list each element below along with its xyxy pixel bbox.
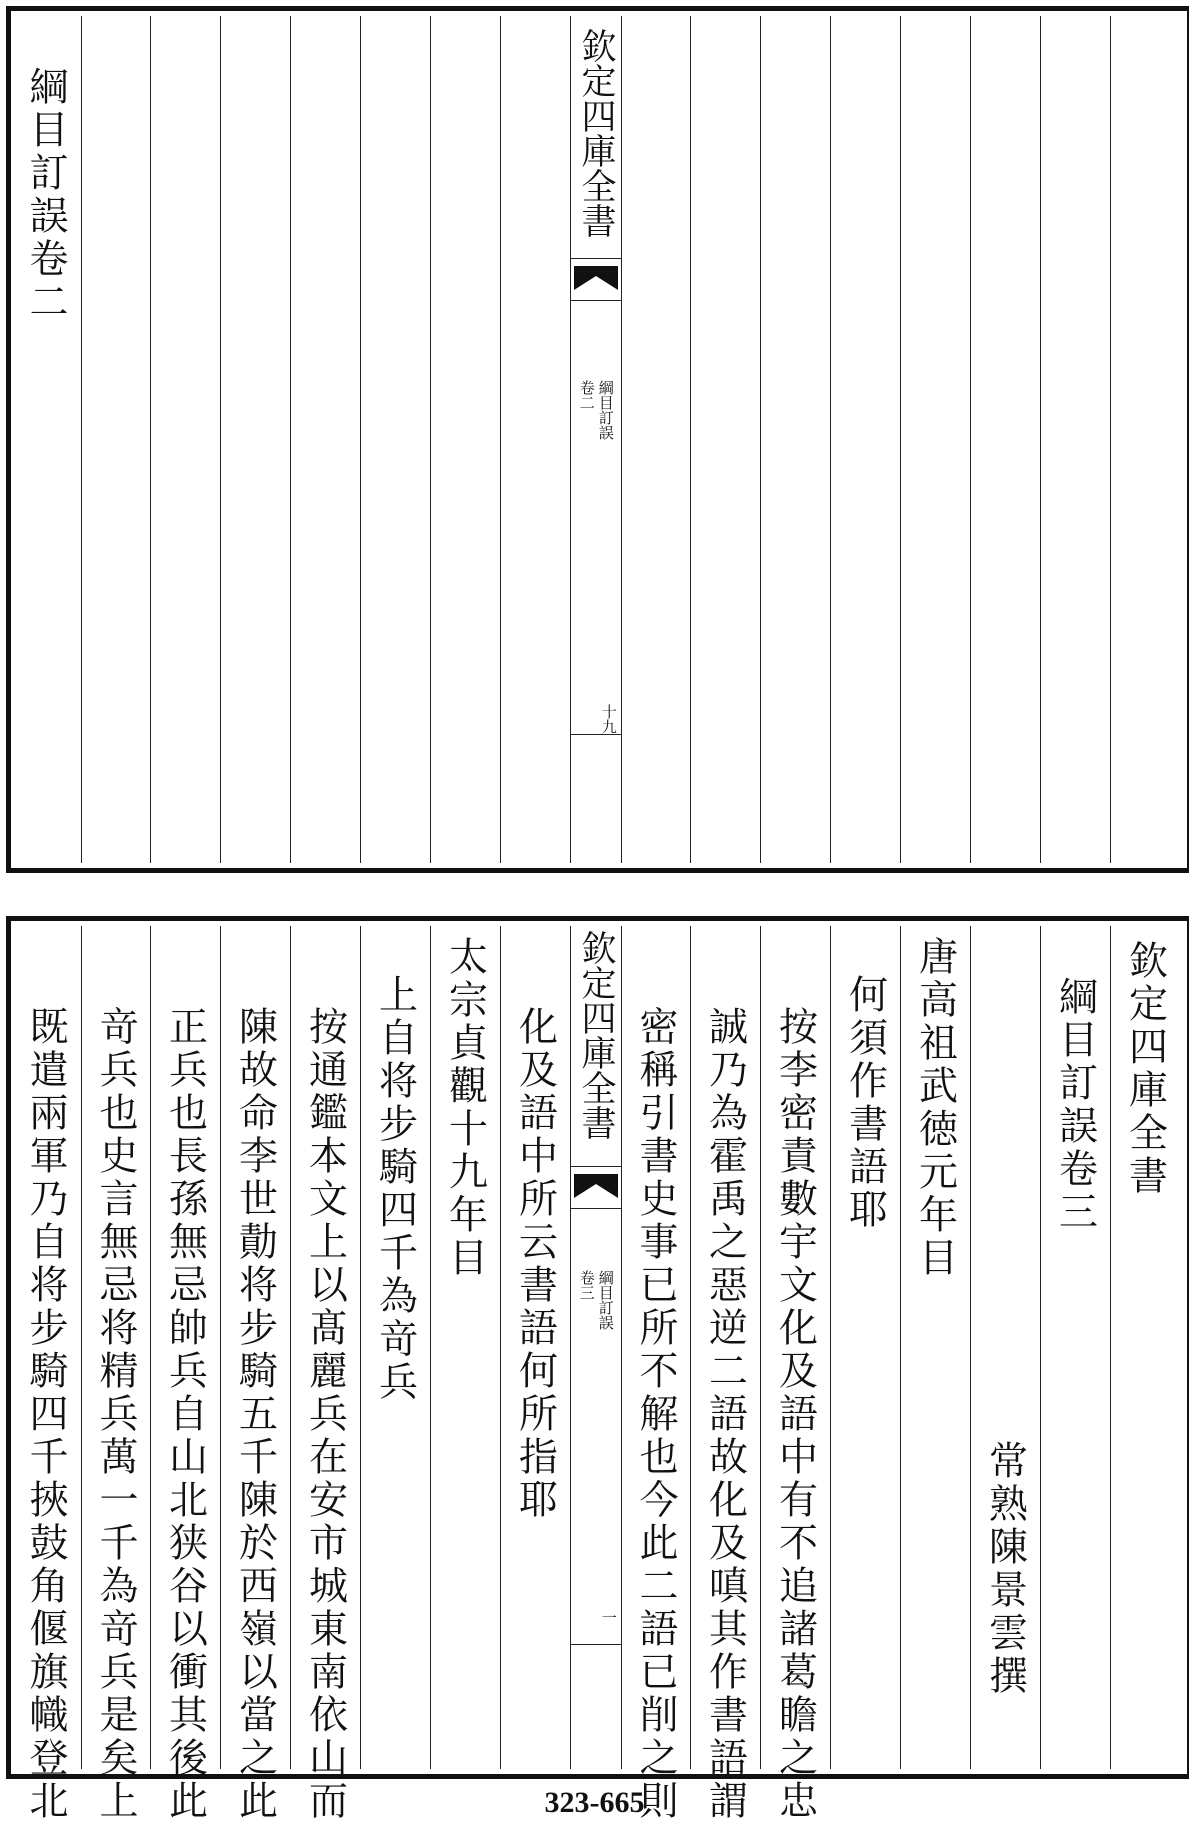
banner-divider: [570, 1208, 621, 1209]
banner-divider: [570, 1644, 621, 1645]
commentary-line: 按通鑑本文上以髙麗兵在安市城東南依山而: [302, 1006, 348, 1823]
text-column: [690, 920, 760, 1823]
commentary-line: 既遣兩軍乃自将步騎四千挾鼓角偃旗幟登北: [23, 1006, 68, 1823]
text-column: [1040, 920, 1110, 1775]
banner-divider: [570, 300, 621, 301]
column-rule: [500, 16, 501, 863]
fish-tail-ornament: [574, 266, 618, 292]
text-column: [830, 920, 900, 1775]
quoted-text: 上自将步騎四千為竒兵: [372, 974, 418, 1404]
column-rule: [830, 16, 831, 863]
commentary-line: 按李密責數宇文化及語中有不追諸葛瞻之忠: [772, 1006, 818, 1823]
column-rule: [970, 16, 971, 863]
column-rule: [360, 16, 361, 863]
text-column: [900, 920, 970, 1775]
column-rule: [1040, 16, 1041, 863]
column-rule: [621, 16, 622, 863]
banner-divider: [570, 1166, 621, 1167]
column-rule: [150, 16, 151, 863]
author-line: 常熟陳景雲撰: [982, 1440, 1028, 1698]
commentary-line: 密稱引書史事已所不解也今此二語已削之則: [633, 1006, 678, 1823]
margin-book-title: 綱目訂誤: [596, 380, 615, 440]
margin-volume: 卷二: [577, 380, 596, 410]
commentary-line: 化及語中所云書語何所指耶: [512, 1006, 558, 1522]
volume-title: 綱目訂誤卷三: [1052, 976, 1098, 1234]
center-banner: [570, 10, 621, 869]
column-rule: [690, 16, 691, 863]
quoted-text: 何須作書語耶: [842, 974, 888, 1232]
column-rule: [1110, 16, 1111, 863]
commentary-line: 竒兵也史言無忌将精兵萬一千為竒兵是矣上: [93, 1006, 138, 1823]
column-rule: [81, 16, 82, 863]
page-number: 323-665: [544, 1786, 645, 1819]
commentary-line: 陳故命李世勣将步騎五千陳於西嶺以當之此: [232, 1006, 278, 1823]
text-column: [150, 920, 220, 1823]
collection-title: 欽定四庫全書: [1122, 940, 1168, 1198]
text-column: [360, 920, 430, 1775]
commentary-line: 正兵也長孫無忌帥兵自山北狭谷以衝其後此: [162, 1006, 208, 1823]
margin-book-title: 綱目訂誤: [596, 1270, 615, 1330]
center-banner: [570, 920, 621, 1775]
margin-leaf-number: 十九: [599, 704, 618, 734]
text-column: [760, 920, 830, 1823]
text-column: [10, 10, 81, 869]
banner-title: 欽定四庫全書: [576, 930, 616, 1140]
column-rule: [290, 16, 291, 863]
banner-divider: [570, 734, 621, 735]
section-heading: 唐高祖武徳元年目: [912, 936, 958, 1280]
fish-tail-ornament: [574, 1174, 618, 1200]
banner-title: 欽定四庫全書: [576, 28, 616, 238]
text-column: [1110, 920, 1180, 1775]
top-page: [6, 6, 1189, 873]
text-column: [81, 920, 150, 1823]
margin-leaf-number: 一: [599, 1610, 618, 1625]
text-column: [430, 920, 500, 1775]
margin-volume: 卷三: [577, 1270, 596, 1300]
column-rule: [760, 16, 761, 863]
text-column: [500, 920, 570, 1775]
commentary-line: 誠乃為霍禹之惡逆二語故化及嗔其作書語謂: [702, 1006, 748, 1823]
banner-divider: [570, 258, 621, 259]
section-heading: 太宗貞觀十九年目: [442, 936, 488, 1280]
volume-end-title: 綱目訂誤卷二: [23, 66, 68, 324]
column-rule: [900, 16, 901, 863]
text-column: [220, 920, 290, 1823]
column-rule: [430, 16, 431, 863]
column-rule: [220, 16, 221, 863]
text-column: [621, 920, 690, 1823]
text-column: [290, 920, 360, 1823]
text-column: [970, 920, 1040, 1775]
text-column: [10, 920, 81, 1823]
